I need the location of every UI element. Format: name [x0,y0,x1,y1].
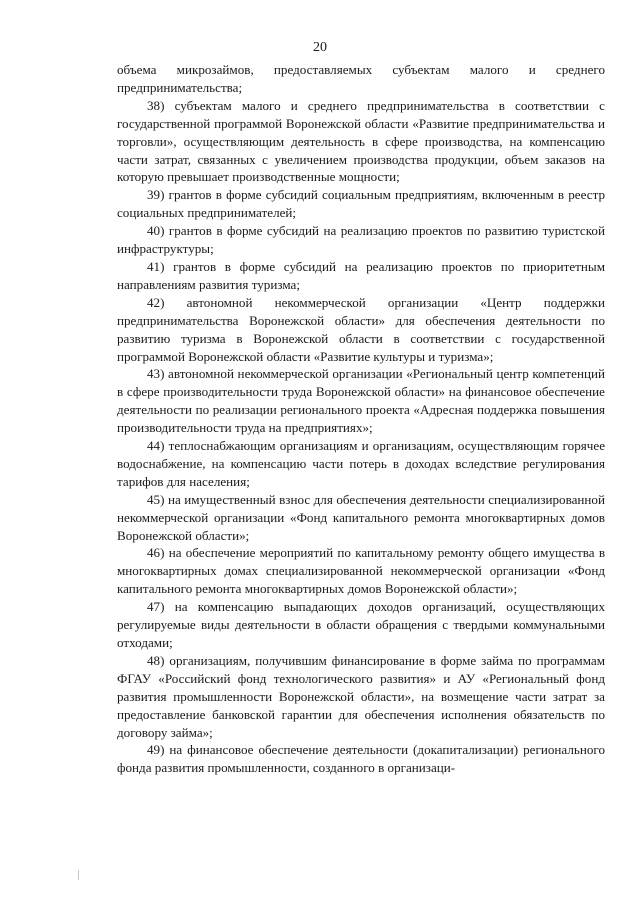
list-item-47: 47) на компенсацию выпадающих доходов организаций, осуществляющих регулируемые виды деятельности в области обращения с твердыми коммунальными отходами; [117,599,605,650]
list-item-39: 39) грантов в форме субсидий социальным предприятиям, включенным в реестр социальных предпринимателей; [117,187,605,221]
list-item-49: 49) на финансовое обеспечение деятельности (докапитализации) регионального фонда развития промышленности, созданного в организаци- [117,742,605,776]
list-item-44: 44) теплоснабжающим организациям и организациям, осуществляющим горячее водоснабжение, на компенсацию части потерь в доходах вследствие регулирования тарифов для населения; [117,438,605,489]
list-item-38: 38) субъектам малого и среднего предпринимательства в соответствии с государственной программой Воронежской области «Развитие предпринимательства и торговли», осуществляющим деятельность в сфере производства, на компенсацию части затрат, связанных с увеличением производства продукции, объем заказов на которую превышает производственные мощности; [117,97,605,185]
list-item-43: 43) автономной некоммерческой организации «Региональный центр компетенций в сфере производительности труда Воронежской области» на финансовое обеспечение деятельности по реализации регионального проекта «Адресная поддержка повышения производительности труда на предприятиях»; [117,366,605,436]
list-item-42: 42) автономной некоммерческой организации «Центр поддержки предпринимательства Воронежской области» для обеспечения деятельности по развитию туризма в Воронежской области в соответствии с государственной программой Воронежской области «Развитие культуры и туризма»; [117,294,605,364]
list-item-46: 46) на обеспечение мероприятий по капитальному ремонту общего имущества в многоквартирных домах специализированной некоммерческой организации «Фонд капитального ремонта многоквартирных домов Воронежской области»; [117,545,605,597]
list-item-48: 48) организациям, получившим финансирование в форме займа по программам ФГАУ «Российский фонд технологического развития» и АУ «Региональный фонд развития промышленности Воронежской области», на возмещение части затрат за предоставление банковской гарантии для обеспечения исполнения обязательств по договору займа»; [117,652,605,740]
list-item-41: 41) грантов в форме субсидий на реализацию проектов по приоритетным направлениям развития туризма; [117,258,605,292]
document-body [117,61,605,777]
list-item-40: 40) грантов в форме субсидий на реализацию проектов по развитию туристской инфраструктуры; [117,223,605,257]
page-number: 20 [313,40,327,55]
list-item-45: 45) на имущественный взнос для обеспечения деятельности специализированной некоммерческой организации «Фонд капитального ремонта многоквартирных домов Воронежской области»; [117,491,605,543]
paragraph: объема микрозаймов, предоставляемых субъектам малого и среднего предпринимательства; [117,62,605,95]
scan-margin-mark [78,870,79,880]
